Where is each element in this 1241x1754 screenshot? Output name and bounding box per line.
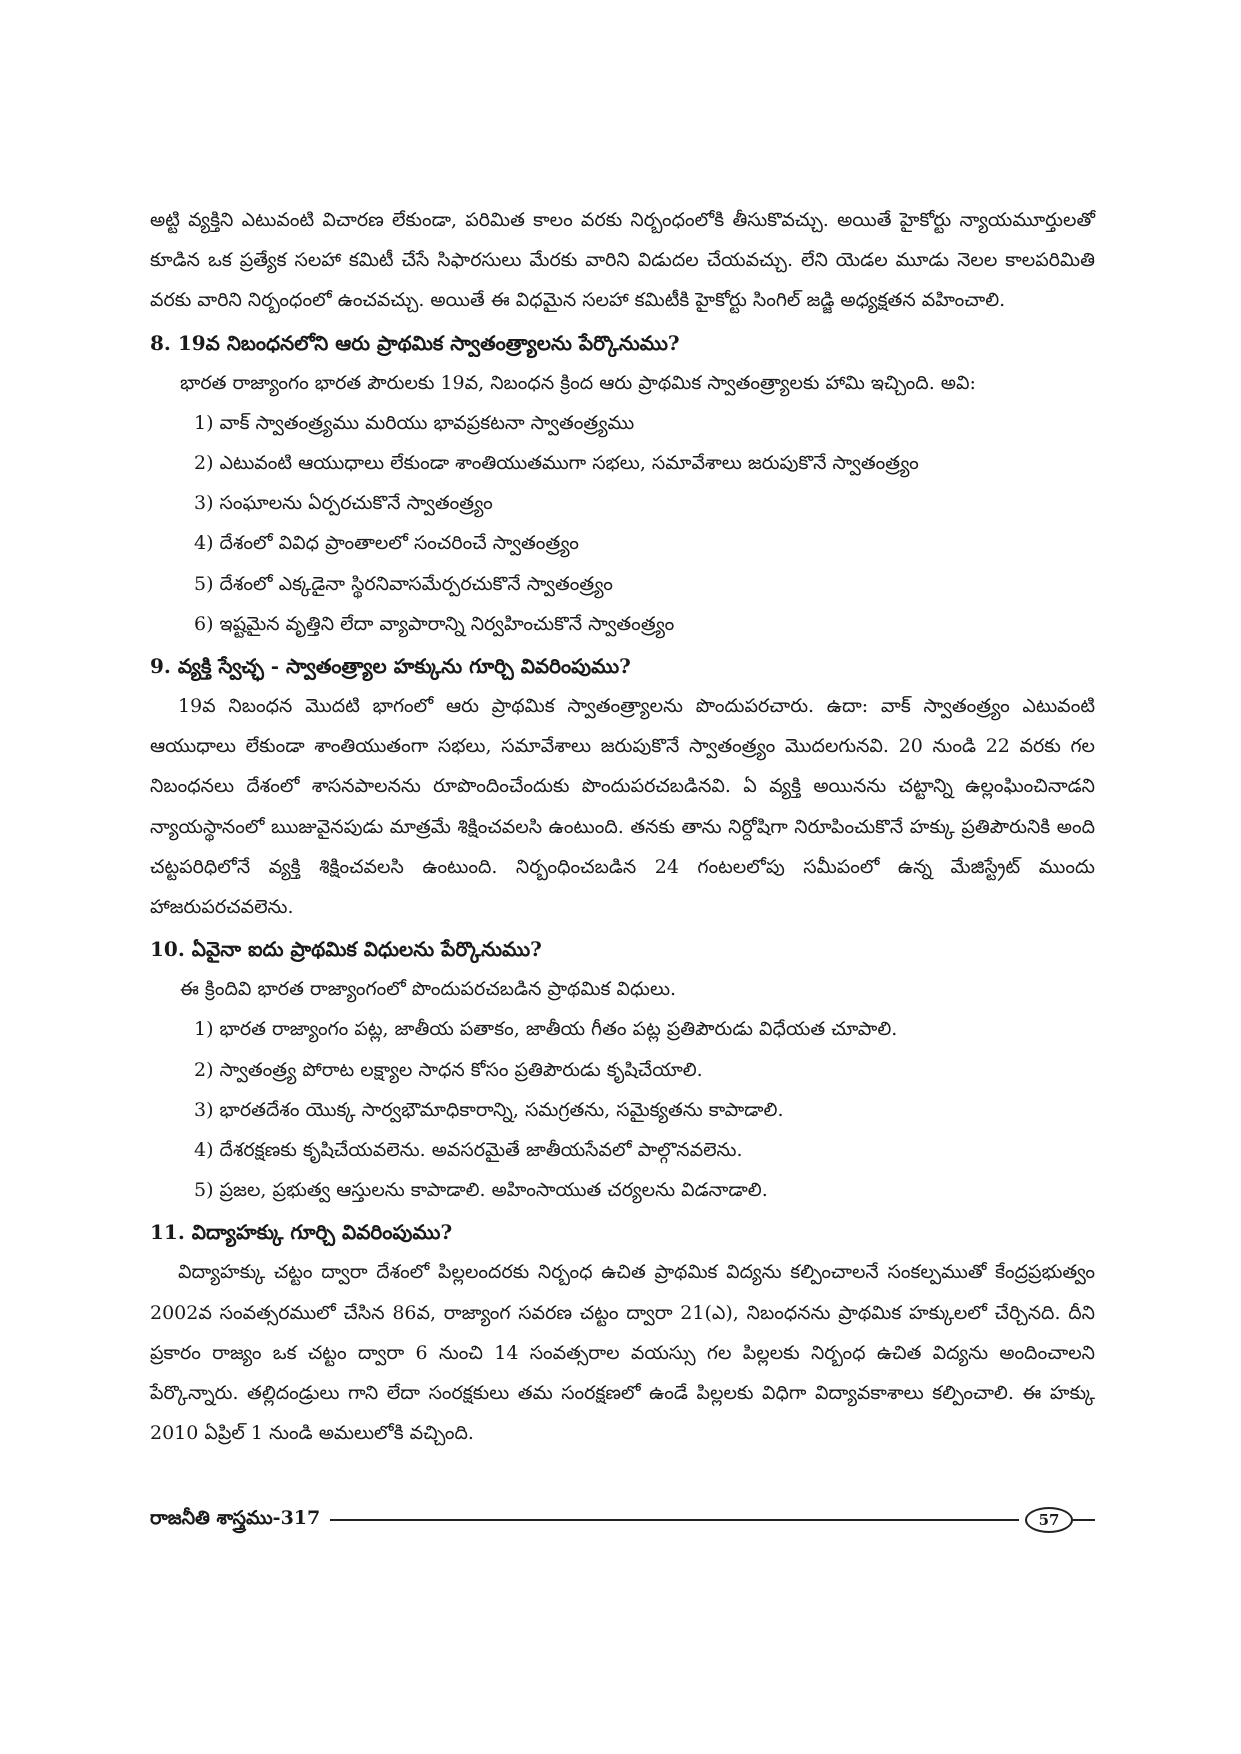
section-intro: ఈ క్రిందివి భారత రాజ్యాంగంలో పొందుపరచబడిన ప్రాథమిక విధులు.: [180, 978, 677, 1001]
list-item: 1) వాక్ స్వాతంత్ర్యము మరియు భావప్రకటనా స్వాతంత్ర్యము: [194, 411, 635, 434]
list-item: 4) దేశరక్షణకు కృషిచేయవలెను. అవసరమైతే జాతీయసేవలో పాల్గొనవలెను.: [194, 1139, 743, 1162]
list-item: 3) సంఘాలను ఏర్పరచుకొనే స్వాతంత్ర్యం: [194, 492, 493, 515]
duties-list: [150, 1009, 1095, 1210]
footer-rule: [330, 1519, 1019, 1521]
list-item: 6) ఇష్టమైన వృత్తిని లేదా వ్యాపారాన్ని నిర్వహించుకొనే స్వాతంత్ర్యం: [194, 612, 675, 635]
answer-paragraph: విద్యాహక్కు చట్టం ద్వారా దేశంలో పిల్లలందరకు నిర్బంధ ఉచిత ప్రాథమిక విద్యను కల్పించాలనే సంకల్పముతో కేంద్రప్రభుత్వం 2002వ సంవత్సరములో చేసిన 86వ, రాజ్యాంగ సవరణ చట్టం ద్వారా 21(ఎ), నిబంధనను ప్రాథమిక హక్కులలో చేర్చినది. దీని ప్రకారం రాజ్యం ఒక చట్టం ద్వారా 6 నుంచి 14 సంవత్సరాల వయస్సు గల పిల్లలకు నిర్బంధ ఉచిత విద్యను అందించాలని పేర్కొన్నారు. తల్లిదండ్రులు గాని లేదా సంరక్షకులు తమ సంరక్షణలో ఉండే పిల్లలకు విధిగా విద్యావకాశాలు కల్పించాలి. ఈ హక్కు 2010 ఏప్రిల్ 1 నుండి అమలులోకి వచ్చింది.: [150, 1261, 1095, 1445]
section-q9: [150, 646, 1095, 927]
question-heading: 8. 19వ నిబంధనలోని ఆరు ప్రాథమిక స్వాతంత్ర్యాలను పేర్కొనుము?: [150, 330, 680, 355]
list-item: 4) దేశంలో వివిధ ప్రాంతాలలో సంచరించే స్వాతంత్ర్యం: [194, 532, 579, 555]
footer-rule-tail: [1073, 1519, 1095, 1521]
intro-paragraph: అట్టి వ్యక్తిని ఎటువంటి విచారణ లేకుండా, పరిమిత కాలం వరకు నిర్బంధంలోకి తీసుకొవచ్చు. అయితే హైకోర్టు న్యాయమూర్తులతో కూడిన ఒక ప్రత్యేక సలహా కమిటీ చేసే సిఫారసులు మేరకు వారిని విడుదల చేయవచ్చు. లేని యెడల మూడు నెలల కాలపరిమితి వరకు వారిని నిర్బంధంలో ఉంచవచ్చు. అయితే ఈ విధమైన సలహా కమిటీకి హైకోర్టు సింగిల్ జడ్జి అధ్యక్షతన వహించాలి.: [150, 209, 1095, 312]
section-intro: భారత రాజ్యాంగం భారత పౌరులకు 19వ, నిబంధన క్రింద ఆరు ప్రాథమిక స్వాతంత్ర్యాలకు హామి ఇచ్చింది. అవి:: [180, 371, 976, 394]
footer-book-title: రాజనీతి శాస్త్రము-317: [150, 1506, 321, 1529]
page-body: [150, 200, 1095, 1453]
question-heading: 11. విద్యాహక్కు గూర్చి వివరింపుము?: [150, 1220, 453, 1245]
list-item: 2) స్వాతంత్ర్య పోరాట లక్ష్యాల సాధన కోసం ప్రతిపౌరుడు కృషిచేయాలి.: [194, 1058, 703, 1081]
section-q10: [150, 929, 1095, 1210]
question-heading: 9. వ్యక్తి స్వేచ్ఛ - స్వాతంత్ర్యాల హక్కును గూర్చి వివరింపుము?: [150, 654, 631, 679]
section-q8: [150, 323, 1095, 644]
freedoms-list: [150, 403, 1095, 644]
list-item: 1) భారత రాజ్యాంగం పట్ల, జాతీయ పతాకం, జాతీయ గీతం పట్ల ప్రతిపౌరుడు విధేయత చూపాలి.: [194, 1018, 898, 1041]
list-item: 5) దేశంలో ఎక్కడైనా స్థిరనివాసమేర్పరచుకొనే స్వాతంత్ర్యం: [194, 572, 613, 595]
page-footer: [150, 1500, 1095, 1540]
page-number: 57: [1025, 1507, 1073, 1533]
list-item: 2) ఎటువంటి ఆయుధాలు లేకుండా శాంతియుతముగా సభలు, సమావేశాలు జరుపుకొనే స్వాతంత్ర్యం: [194, 452, 919, 475]
list-item: 5) ప్రజల, ప్రభుత్వ ఆస్తులను కాపాడాలి. అహింసాయుత చర్యలను విడనాడాలి.: [194, 1179, 768, 1202]
question-heading: 10. ఏవైనా ఐదు ప్రాథమిక విధులను పేర్కొనుము?: [150, 937, 542, 962]
list-item: 3) భారతదేశం యొక్క సార్వభౌమాధికారాన్ని, సమగ్రతను, సమైక్యతను కాపాడాలి.: [194, 1098, 784, 1121]
answer-paragraph: 19వ నిబంధన మొదటి భాగంలో ఆరు ప్రాథమిక స్వాతంత్ర్యాలను పొందుపరచారు. ఉదా: వాక్ స్వాతంత్ర్యం ఎటువంటి ఆయుధాలు లేకుండా శాంతియుతంగా సభలు, సమావేశాలు జరుపుకొనే స్వాతంత్ర్యం మొదలగునవి. 20 నుండి 22 వరకు గల నిబంధనలు దేశంలో శాసనపాలనను రూపొందించేందుకు పొందుపరచబడినవి. ఏ వ్యక్తి అయినను చట్టాన్ని ఉల్లంఘించినాడని న్యాయస్థానంలో ఋజువైనపుడు మాత్రమే శిక్షించవలసి ఉంటుంది. తనకు తాను నిర్దోషిగా నిరూపించుకొనే హక్కు ప్రతిపౌరునికి అంది చట్టపరిధిలోనే వ్యక్తి శిక్షించవలసి ఉంటుంది. నిర్బంధించబడిన 24 గంటలలోపు సమీపంలో ఉన్న మేజిస్ట్రేట్ ముందు హాజరుపరచవలెను.: [150, 695, 1095, 919]
section-q11: [150, 1212, 1095, 1453]
